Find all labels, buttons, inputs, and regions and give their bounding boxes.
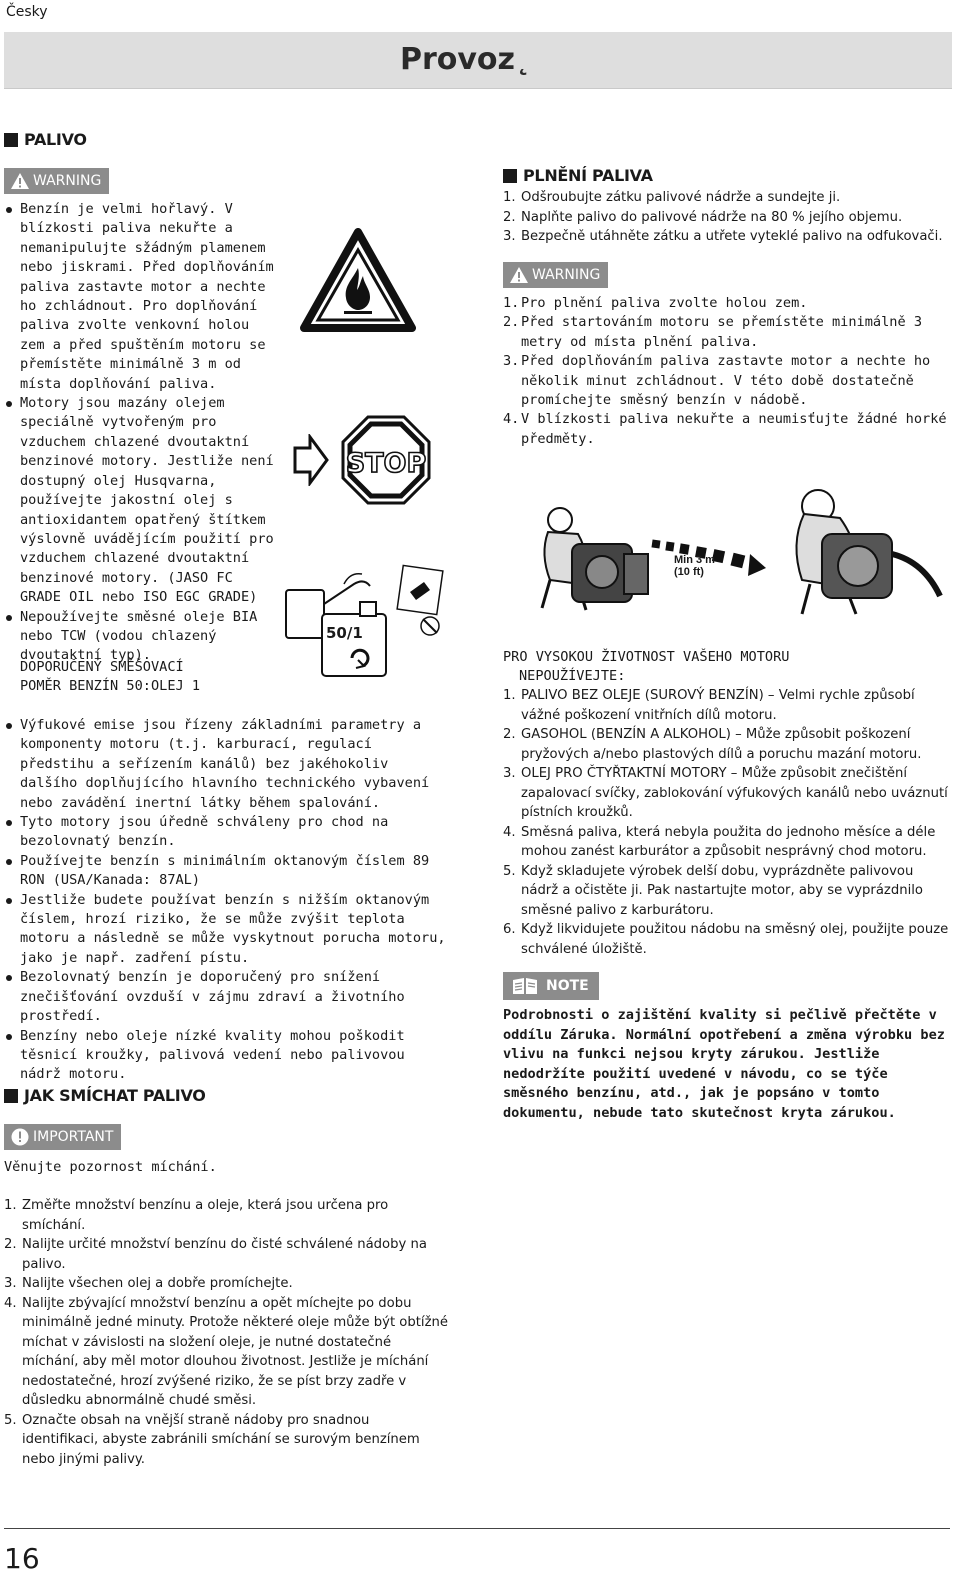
important-exclamation-icon (10, 1127, 30, 1147)
mixing-steps (4, 1196, 448, 1469)
section-square-icon (4, 1089, 18, 1103)
list-item: 1. Pro plnění paliva zvolte holou zem. (503, 295, 808, 311)
svg-text:STOP: STOP (345, 448, 427, 479)
list-item: 1. PALIVO BEZ OLEJE (SUROVÝ BENZÍN) – Velmi rychle způsobí vážné poškození vnitřních dílů motoru. (503, 688, 915, 723)
lifetime-title-line: NEPOUŽÍVEJTE: (519, 668, 626, 685)
stop-sign-icon (340, 414, 432, 506)
warning-label-text: WARNING (33, 173, 102, 189)
page-title: Provoz˛ (399, 42, 530, 77)
warning-label-text: WARNING (532, 267, 601, 283)
plneni-warning-list (503, 294, 949, 449)
list-item: Benzíny nebo oleje nízké kvality mohou poškodit těsnicí kroužky, palivová vedení nebo palivovou nádrž motoru. (4, 1027, 452, 1085)
list-item: 1. Změřte množství benzínu a oleje, která jsou určena pro smíchání. (4, 1198, 389, 1233)
lifetime-list (503, 686, 949, 959)
section-square-icon (4, 133, 18, 147)
list-item: 2. Naplňte palivo do palivové nádrže na 80 % jejího objemu. (503, 209, 903, 225)
list-item: 3. Bezpečně utáhněte zátku a utřete vyteklé palivo na odfukovači. (503, 229, 943, 244)
plneni-steps (503, 188, 947, 247)
important-text: Věnujte pozornost míchání. (4, 1159, 217, 1175)
page-number: 16 (4, 1542, 40, 1575)
mix-ratio-title-line: POMĚR BENZÍN 50:OLEJ 1 (20, 678, 201, 695)
list-item: Nepoužívejte směsné oleje BIA nebo TCW (vodou chlazený dvoutaktní typ). (4, 608, 276, 666)
list-item: 3. Nalijte všechen olej a dobře promíchejte. (4, 1276, 293, 1291)
important-label-text: IMPORTANT (33, 1129, 114, 1145)
arrow-right-icon (292, 434, 330, 486)
note-label (503, 972, 599, 1000)
list-item: 2. Nalijte určité množství benzínu do čisté schválené nádoby na palivo. (4, 1237, 427, 1272)
can-ratio-label: 50/1 (326, 624, 363, 642)
list-item: 5. Když skladujete výrobek delší dobu, vyprázdněte palivovou nádrž a očistěte ji. Pak nastartujte motor, aby se vyprázdnilo směsné palivo z karburátoru. (503, 863, 923, 918)
warning-triangle-icon (10, 172, 30, 190)
list-item: 3. Před doplňováním paliva zastavte motor a nechte ho několik minut zchládnout. V této době dostatečně promíchejte směsný benzín v nádobě. (503, 353, 931, 409)
list-item: 5. Označte obsah na vnější straně nádoby pro snadnou identifikaci, abyste zabránili smíchání se surovým benzínem nebo jinými palivy. (4, 1412, 420, 1467)
list-item: Používejte benzín s minimálním oktanovým číslem 89 RON (USA/Kanada: 87AL) (4, 852, 452, 891)
section-heading-mixing (4, 1086, 206, 1105)
fuel-info-list (4, 716, 452, 1085)
list-item: 4. V blízkosti paliva nekuřte a neumisťujte žádné horké předměty. (503, 411, 947, 447)
section-heading-palivo (4, 130, 87, 149)
distance-label-line: Min 3 m (674, 554, 715, 566)
distance-label-line: (10 ft) (674, 566, 704, 578)
footer-divider (4, 1528, 950, 1529)
list-item: 1. Odšroubujte zátku palivové nádrže a sundejte ji. (503, 190, 841, 205)
language-label: Česky (6, 4, 48, 20)
distance-label (674, 554, 715, 578)
list-item: Jestliže budete používat benzín s nižším oktanovým číslem, hrozí riziko, že se může zvýšit teplota motoru a následně se může vyskytnout porucha motoru, jako je např. zadření pístu. (4, 891, 452, 969)
note-text: Podrobnosti o zajištění kvality si pečlivě přečtěte v oddílu Záruka. Normální opotřebení a změna výrobku bez vlivu na funkci nejsou kryty zárukou. Jestliže nedodržíte použití uvedené v návodu, co se týče směsného benzínu, atd., jak je popsáno v tomto dokumentu, nebude tato skutečnost kryta zárukou. (503, 1007, 945, 1121)
lifetime-title-line: PRO VYSOKOU ŽIVOTNOST VAŠEHO MOTORU (503, 649, 790, 665)
list-item: 2. GASOHOL (BENZÍN A ALKOHOL) – Může způsobit poškození pryžových a/nebo plastových dílů a poruchu mazání motoru. (503, 727, 922, 762)
note-book-icon (511, 976, 539, 996)
mix-ratio-title-line: DOPORUČENÝ SMĚŠOVACÍ (20, 659, 184, 675)
section-heading-text: PLNĚNÍ PALIVA (523, 166, 653, 185)
list-item: Bezolovnatý benzín je doporučený pro snížení znečišťování ovzduší v zájmu zdraví a životního prostředí. (4, 968, 452, 1026)
section-heading-text: JAK SMÍCHAT PALIVO (24, 1086, 206, 1105)
warning-triangle-icon (509, 266, 529, 284)
list-item: 4. Nalijte zbývající množství benzínu a opět míchejte po dobu minimálně jedné minuty. Protože některé oleje může být obtížné míchat v závislosti na složení oleje, je nutné dostatečné míchání, aby měl motor dlouhou životnost. Jestliže je míchání nedostatečné, hrozí zvýšené riziko, že se píst brzy zadře v důsledku abnormálně chudé směsi. (4, 1295, 448, 1408)
list-item: Motory jsou mazány olejem speciálně vytvořeným pro vzduchem chlazené dvoutaktní benzinové motory. Jestliže není dostupný olej Husqvarna, používejte jakostní olej s antioxidantem opatřený štítkem výslovně uvádějícím použití pro vzduchem chlazené dvoutaktní benzinové motory. (JASO FC GRADE OIL nebo ISO EGC GRADE) (4, 394, 276, 607)
section-heading-text: PALIVO (24, 130, 87, 149)
important-label (4, 1124, 121, 1150)
list-item: Výfukové emise jsou řízeny základními parametry a komponenty motoru (t.j. karburací, regulací předstihu a seřízením kanálů) bez jakéhokoliv dalšího doplňujícího hlavního technického vybavení nebo zavádění inertní látky během spalování. (4, 716, 452, 813)
refuel-distance-illustration (520, 484, 948, 620)
list-item: Tyto motory jsou úředně schváleny pro chod na bezolovnatý benzín. (4, 813, 452, 852)
warning-label (4, 168, 109, 194)
section-square-icon (503, 169, 517, 183)
note-label-text: NOTE (546, 978, 589, 994)
list-item: 6. Když likvidujete použitou nádobu na směsný olej, použijte pouze schválené úložiště. (503, 922, 949, 957)
section-heading-plneni (503, 166, 653, 185)
list-item: 2. Před startováním motoru se přemístěte minimálně 3 metry od místa plnění paliva. (503, 314, 923, 350)
flammable-warning-icon (300, 228, 416, 334)
palivo-warning-list (4, 200, 276, 666)
fuel-can-illustration (284, 560, 444, 680)
title-banner (4, 32, 952, 89)
list-item: Benzín je velmi hořlavý. V blízkosti paliva nekuřte a nemanipulujte sžádným plamenem nebo jiskrami. Před doplňováním paliva zastavte motor a nechte ho zchládnout. Pro doplňování paliva zvolte venkovní holou zem a před spuštěním motoru se přemístěte minimálně 3 m od místa doplňování paliva. (4, 200, 276, 394)
list-item: 3. OLEJ PRO ČTYŘTAKTNÍ MOTORY – Může způsobit znečištění zapalovací svíčky, zablokování výfukových kanálů nebo uváznutí pístních kroužků. (503, 766, 948, 820)
list-item: 4. Směsná paliva, která nebyla použita do jednoho měsíce a déle mohou zanést karburátor a způsobit nesprávný chod motoru. (503, 824, 936, 859)
warning-label (503, 262, 608, 288)
lifetime-title (503, 648, 949, 687)
mix-ratio-title (20, 658, 300, 697)
